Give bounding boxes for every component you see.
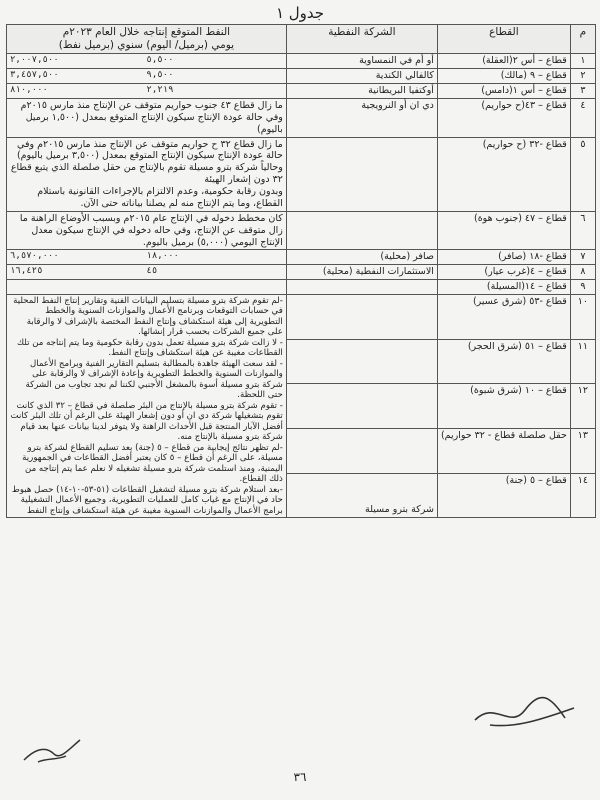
row-company: صافر (محلية) — [286, 250, 437, 265]
row-sector: قطاع -٥٣ (شرق عسير) — [437, 295, 570, 340]
table-row — [7, 84, 596, 99]
table-row — [7, 280, 596, 295]
row-company: دي ان أو النرويجية — [286, 98, 437, 137]
annual-value: ١٦,٤٢٥ — [9, 266, 43, 277]
row-production — [7, 250, 287, 265]
row-sector: قطاع -٣٢ (ح حواريم) — [437, 137, 570, 211]
row-num: ٩ — [570, 280, 595, 295]
row-num: ٧ — [570, 250, 595, 265]
header-production: النفط المتوقع إنتاجه خلال العام ٢٠٢٣م يومي (برميل/ اليوم) سنوي (برميل نفط) — [7, 25, 287, 54]
row-empty — [7, 280, 287, 295]
row-company: الاستثمارات النفطية (محلية) — [286, 265, 437, 280]
row-production — [7, 69, 287, 84]
row-note: كان مخطط دخوله في الإنتاج عام ٢٠١٥م وبسبب الأوضاع الراهنة ما زال متوقف عن الإنتاج، وفي حاله دخوله في الإنتاج سيكون معدل الإنتاج اليومي (٥,٠٠٠) برميل باليوم. — [7, 211, 287, 250]
row-num: ١ — [570, 54, 595, 69]
daily-value: ٩,٥٠٠ — [146, 70, 174, 81]
row-num: ١٢ — [570, 384, 595, 429]
daily-value: ٢,٢١٩ — [146, 85, 174, 95]
row-sector: قطاع – ١٠ (شرق شبوة) — [437, 384, 570, 429]
table-row — [7, 211, 596, 250]
table-row — [7, 265, 596, 280]
row-sector: قطاع -١٨ (صافر) — [437, 250, 570, 265]
row-company — [286, 295, 437, 340]
annual-value: ٦,٥٧٠,٠٠٠ — [9, 251, 59, 262]
row-sector: قطاع – ٤٧ (جنوب هوة) — [437, 211, 570, 250]
table-row — [7, 98, 596, 137]
row-company: أو أم في النمساوية — [286, 54, 437, 69]
row-production — [7, 265, 287, 280]
row-num: ٢ — [570, 69, 595, 84]
row-num: ١٠ — [570, 295, 595, 340]
row-company — [286, 339, 437, 384]
row-sector: قطاع – ٤٣(ح حواريم) — [437, 98, 570, 137]
row-num: ٨ — [570, 265, 595, 280]
header-sector: القطاع — [437, 25, 570, 54]
row-sector: قطاع – ١٤(المسيلة) — [437, 280, 570, 295]
row-num: ١٣ — [570, 428, 595, 473]
row-sector: قطاع – ٤(غرب عيار) — [437, 265, 570, 280]
annual-value: ٣,٤٥٧,٥٠٠ — [9, 70, 59, 81]
table-row — [7, 54, 596, 69]
signature-right — [470, 690, 580, 735]
table-row — [7, 137, 596, 211]
header-num: م — [570, 25, 595, 54]
row-company: كالفالي الكندية — [286, 69, 437, 84]
table-row — [7, 69, 596, 84]
row-num: ٤ — [570, 98, 595, 137]
row-note: ما زال قطاع ٣٢ ح حواريم متوقف عن الإنتاج منذ مارس ٢٠١٥م وفي حالة عودة الإنتاج سيكون الإنتاج المتوقع بمعدل (٣,٥٠٠ برميل باليوم) وحالياً شركة بترو مسيلة تقوم بالإنتاج من حقل صلصلة الذي يتبع قطاع ٣٢ دون إشعار الهيئة وبدون رقابة حكومية، وعدم الالتزام بالإجراءات القانونية باستلام القطاع، وما يتم الإنتاج منه لم يصلنا بياناته حتى الآن. — [7, 137, 287, 211]
row-num: ١٤ — [570, 473, 595, 518]
page-number: ٣٦ — [293, 770, 307, 784]
petromasila-notes: -لم تقوم شركة بترو مسيلة بتسليم البيانات الفنية وتقارير إنتاج النفط المحلية في حسابات التوقعات وبرنامج الأعمال والموازنات السنوية والخطط التطويرية إلى هيئة استكشاف وإنتاج النفط المختصة بالإشراف لا والرقابة على جميع الشركات بحسب قرار إنشائها. - لا زالت شركة بترو مسيلة تعمل بدون رقابة حكومية وما يتم إنتاجه من تلك القطاعات مغيبة عن هيئة استكشاف وإنتاج النفط. - لقد سعت الهيئة جاهدة بالمطالبة بتسليم التقارير الفنية وبرامج الأعمال والموازنات السنوية والخطط التطويرية وإعادة الإشراف لا والرقابة على شركة بترو مسيلة أسوة بالمشغل الأجنبي لكننا لم نجد تجاوب من الشركة حتى اللحظة. - تقوم شركة بترو مسيلة بالإنتاج من البئر صلصلة في قطاع – ٣٢ الذي كانت تقوم بتشغيلها شركة دي ان أو دون إشعار الهيئة على الرغم أن تلك البئر كانت أفضل الآبار المنتجة قبل الأحداث الراهنة ولا يتوفر لدينا بيانات عنها بعد قيام شركة بترو مسيلة بالإنتاج منه. -لم تظهر نتائج إيجابية من قطاع – ٥ (جنة) بعد تسليم القطاع لشركة بترو مسيلة، على الرغم أن قطاع – ٥ كان يعتبر أفضل القطاعات في الجمهورية اليمنية، ومنذ استلمت شركة بترو مسيلة تشغيله لا نعلم عما يتم إنتاجه من ذلك القطاع. -بعد استلام شركة بترو مسيلة لتشغيل القطاعات (٥١-٥٣-١٠-١٤) حصل هبوط حاد في الإنتاج مع غياب كامل للعمليات التطويرية، وجميع الأعمال التشغيلية برامج الأعمال والموازنات السنوية مغيبة عن هيئة استكشاف وإنتاج النفط — [7, 295, 287, 518]
row-num: ٣ — [570, 84, 595, 99]
table-row — [7, 250, 596, 265]
row-num: ١١ — [570, 339, 595, 384]
row-production — [7, 84, 287, 99]
row-note: ما زال قطاع ٤٣ جنوب حواريم متوقف عن الإنتاج منذ مارس ٢٠١٥م وفي حالة عودة الإنتاج سيكون الإنتاج المتوقع بمعدل (١,٥٠٠ برميل باليوم) — [7, 98, 287, 137]
row-num: ٥ — [570, 137, 595, 211]
daily-value: ٥,٥٠٠ — [146, 55, 174, 66]
row-company — [286, 137, 437, 211]
row-company: أوكتفيا البريطانية — [286, 84, 437, 99]
page-title: جدول ١ — [275, 4, 325, 22]
row-production — [7, 54, 287, 69]
daily-value: ١٨,٠٠٠ — [146, 251, 179, 262]
table-row — [7, 295, 596, 340]
row-sector: حقل صلصلة قطاع - ٣٢ حواريم) — [437, 428, 570, 473]
daily-value: ٤٥ — [146, 266, 158, 277]
annual-value: ٨١٠,٠٠٠ — [9, 85, 48, 95]
table-header-row — [7, 25, 596, 54]
row-sector: قطاع – ٩ (مالك) — [437, 69, 570, 84]
row-sector: قطاع – ٥ (جنة) — [437, 473, 570, 518]
row-num: ٦ — [570, 211, 595, 250]
row-sector: قطاع – ٥١ (شرق الحجر) — [437, 339, 570, 384]
production-table — [6, 24, 596, 518]
header-company: الشركة النفطية — [286, 25, 437, 54]
row-company — [286, 211, 437, 250]
row-company — [286, 428, 437, 473]
row-company: شركة بترو مسيلة — [286, 473, 437, 518]
row-sector: قطاع – أس ٢(العقلة) — [437, 54, 570, 69]
row-sector: قطاع – أس ١(دامس) — [437, 84, 570, 99]
row-company — [286, 384, 437, 429]
signature-left — [18, 732, 88, 767]
row-company — [286, 280, 437, 295]
annual-value: ٢,٠٠٧,٥٠٠ — [9, 55, 59, 66]
